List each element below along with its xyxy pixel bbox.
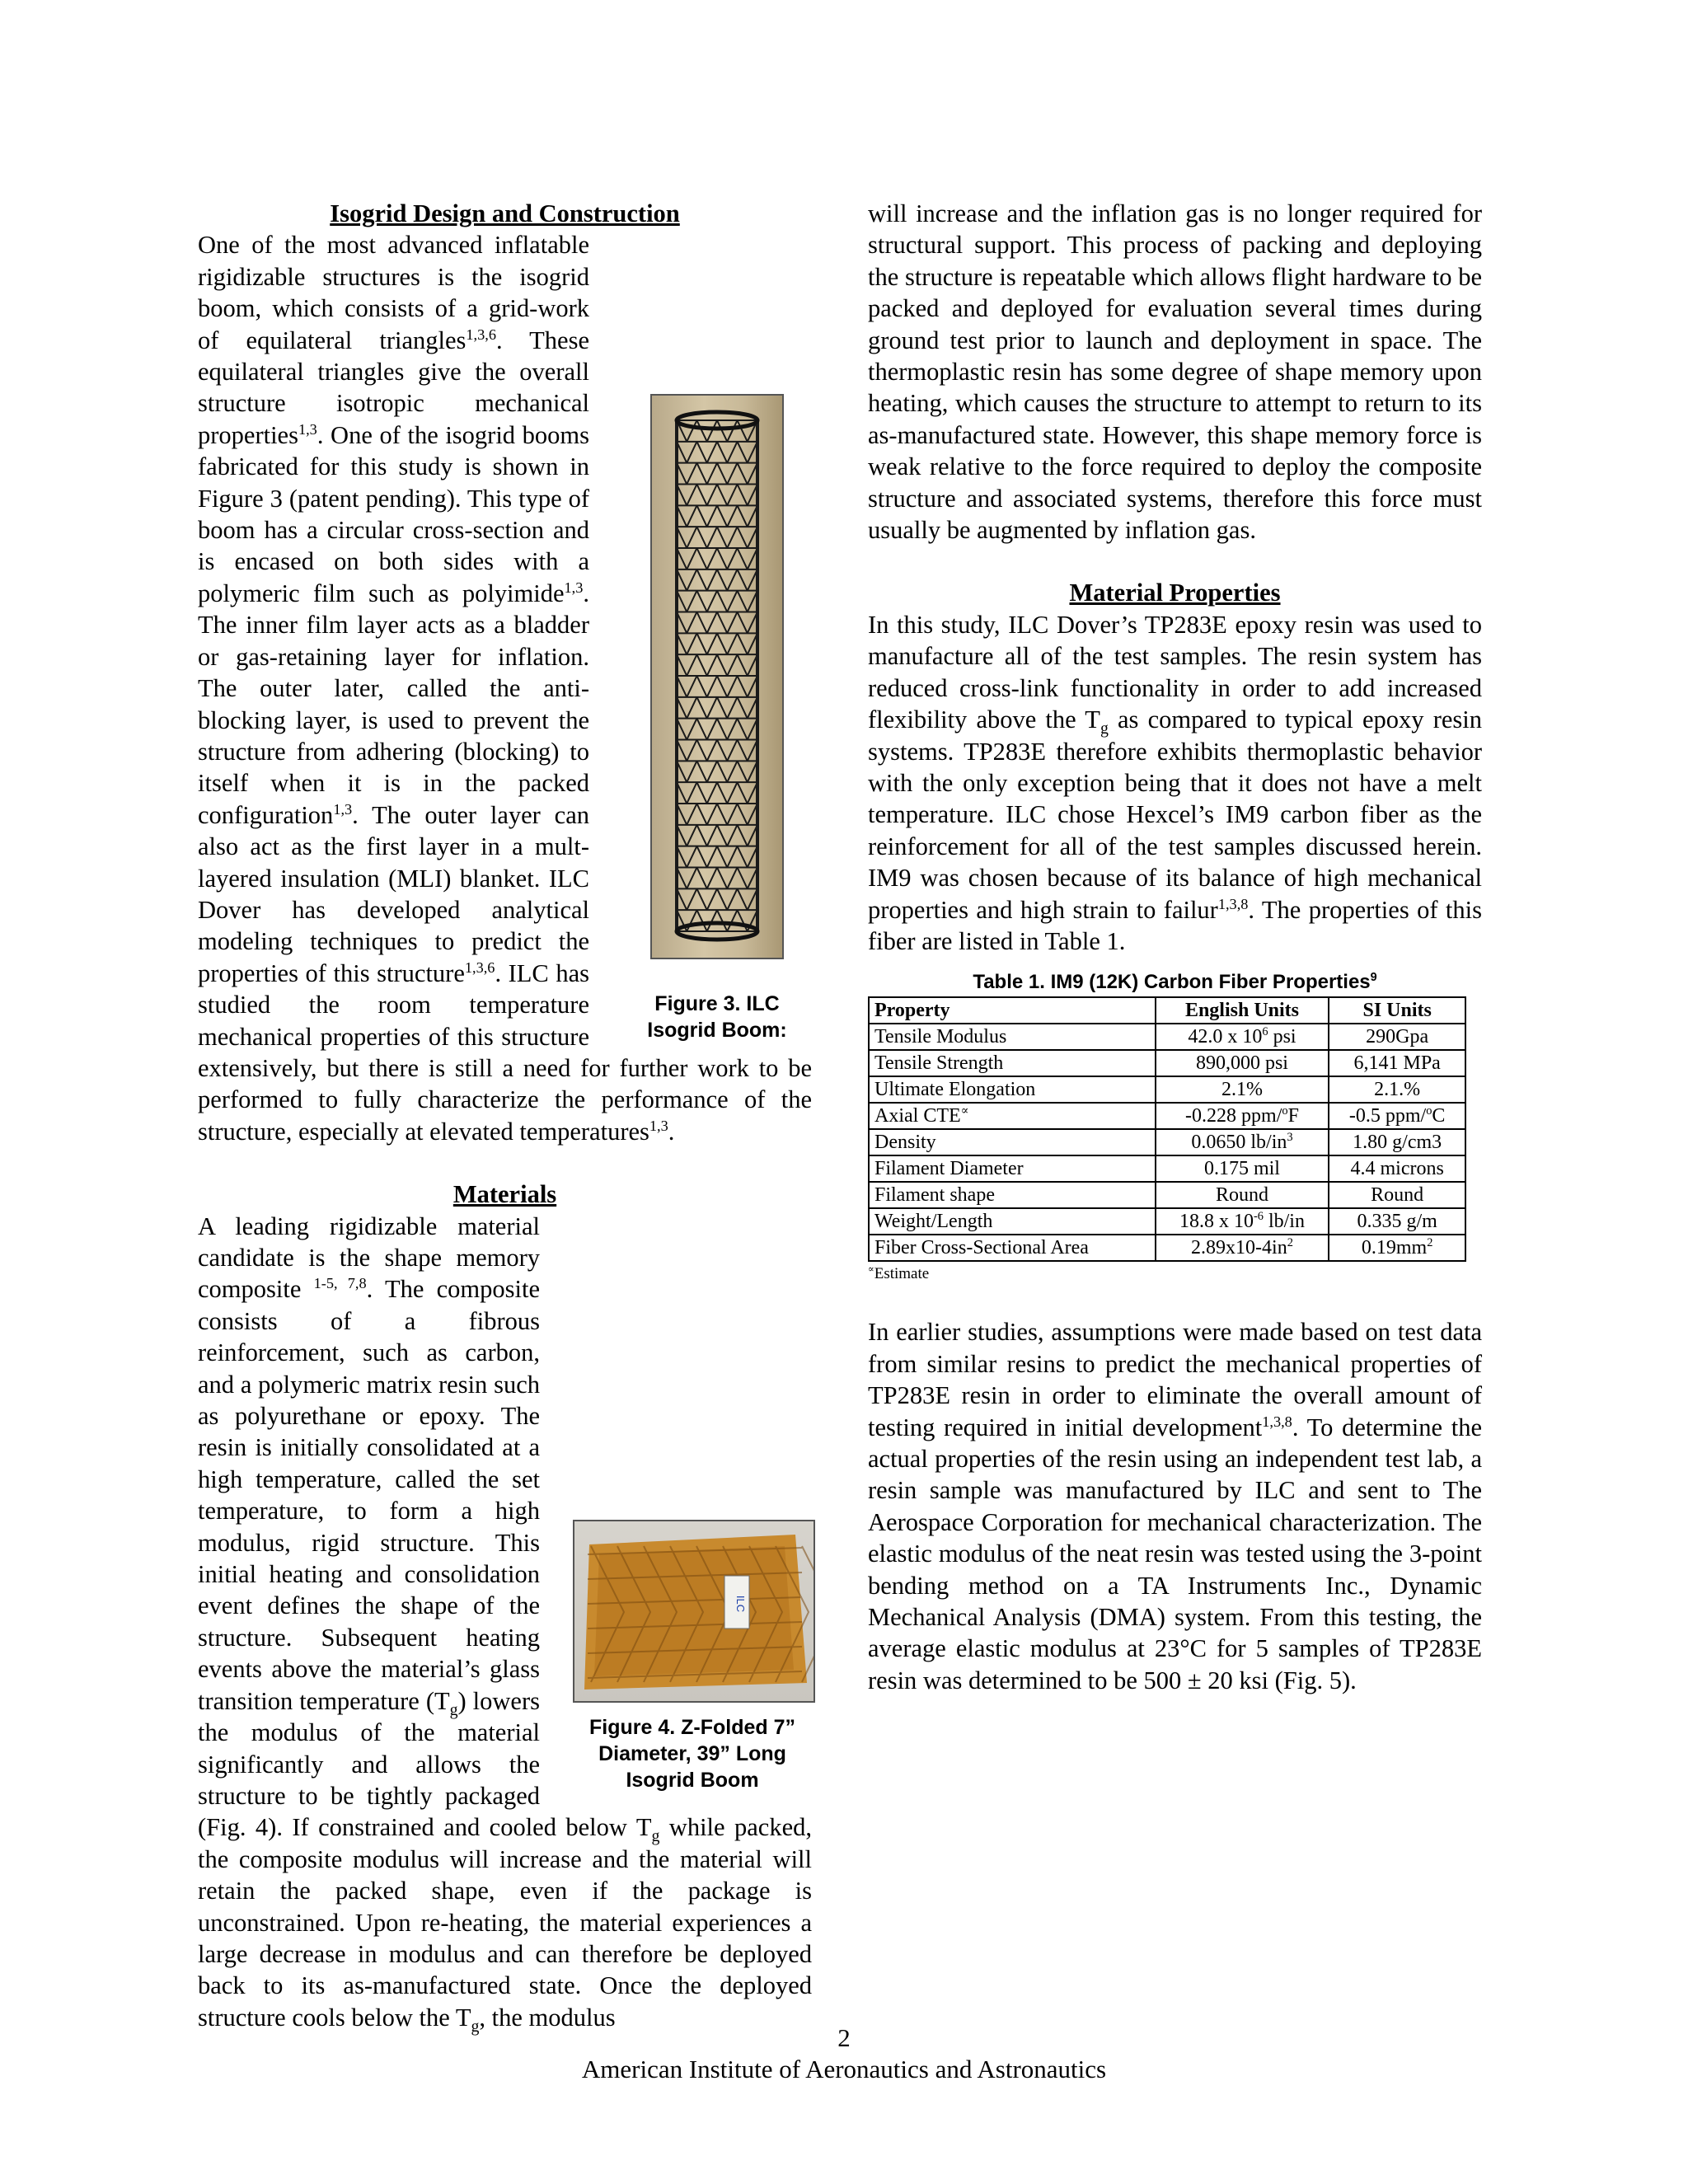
page-number: 2: [837, 2023, 851, 2052]
table-row: [869, 1208, 1465, 1235]
figure-3-caption: Figure 3. ILC Isogrid Boom:: [647, 992, 787, 1043]
table-cell: Tensile Strength: [869, 1050, 1156, 1076]
table-row: [869, 1182, 1465, 1208]
table-cell: 0.335 g/m: [1329, 1208, 1465, 1235]
svg-text:ILC: ILC: [734, 1595, 747, 1612]
paragraph-material-properties: In this study, ILC Dover’s TP283E epoxy resin was used to manufacture all of the test samples. The resin system has reduced cross-link functionality in order to add increased flexibility above the $T_g$ as compared to typical epoxy resin systems. TP283E therefore exhibits thermoplastic behavior with the only exception being that it does not have a melt temperature. ILC chose Hexcel’s IM9 carbon fiber as the reinforcement for all of the test samples discussed herein. IM9 was chosen because of its balance of high mechanical properties and high strain to failur$^{1,3,8}$. The properties of this fiber are listed in Table 1.: [868, 610, 1482, 955]
table-row: [869, 1155, 1465, 1182]
table-row: [869, 1129, 1465, 1155]
table-cell: -0.228 ppm/$^o$F: [1156, 1103, 1329, 1129]
table-cell: $2.89x10-4in^2$: [1156, 1235, 1329, 1261]
figure-4-caption: Figure 4. Z-Folded 7” Diameter, 39” Long Isogrid Boom: [588, 1715, 795, 1792]
table-cell: 18.8 x $10^{-6}$ lb/in: [1156, 1208, 1329, 1235]
table-header: Property: [869, 997, 1156, 1024]
section-heading-materials: Materials: [452, 1180, 557, 1209]
right-column: [868, 198, 1482, 1696]
table-cell: 2.1%: [1156, 1076, 1329, 1103]
table-cell: Filament shape: [869, 1182, 1156, 1208]
table-1-footnote: ∝Estimate: [868, 1265, 930, 1283]
table-row: [869, 1076, 1465, 1103]
table-cell: Ultimate Elongation: [869, 1076, 1156, 1103]
figure-3: [622, 394, 812, 1043]
table-body: [869, 1024, 1465, 1261]
fiber-properties-table: [868, 996, 1466, 1262]
table-cell: 890,000 psi: [1156, 1050, 1329, 1076]
table-cell: 1.80 g/cm3: [1329, 1129, 1465, 1155]
table-cell: Tensile Modulus: [869, 1024, 1156, 1050]
table-row: [869, 1024, 1465, 1050]
table-row: [869, 1103, 1465, 1129]
table-cell: 2.1.%: [1329, 1076, 1465, 1103]
table-row: [869, 1050, 1465, 1076]
left-column: [198, 198, 812, 2036]
paragraph-materials: A leading rigidizable material candidate is the shape memory composite $^{1-5, 7,8}$. The composite consists of a fibrous reinforcement, such as carbon, and a polymeric matrix resin such as polyurethane or epoxy. The resin is initially consolidated at a high temperature, called the set temperature, to form a high modulus, rigid structure. This initial heating and consolidation event defines the shape of the structure. Subsequent heating events above the material’s glass transition temperature $(T_g)$ lowers the modulus of the material significantly and allows the structure to be tightly packaged (Fig. 4). If constrained and cooled below $T_g$ while packed, the composite modulus will increase and the material will retain the packed shape, even if the package is unconstrained. Upon re-heating, the material experiences a large decrease in modulus and can therefore be deployed back to its as-manufactured state. Once the deployed structure cools below the $T_g$, the modulus: [198, 1212, 812, 2036]
table-cell: Fiber Cross-Sectional Area: [869, 1235, 1156, 1261]
folded-boom-image: [574, 1521, 814, 1701]
table-cell: 4.4 microns: [1329, 1155, 1465, 1182]
table-cell: $0.19mm^2$: [1329, 1235, 1465, 1261]
table-header: SI Units: [1329, 997, 1465, 1024]
table-1: [868, 970, 1482, 1285]
figure-3-image: [650, 394, 784, 959]
table-header: English Units: [1156, 997, 1329, 1024]
table-cell: Weight/Length: [869, 1208, 1156, 1235]
table-cell: 0.0650 $lb/in^3$: [1156, 1129, 1329, 1155]
table-cell: Axial CTE∝: [869, 1103, 1156, 1129]
table-cell: Density: [869, 1129, 1156, 1155]
table-header-row: [869, 997, 1465, 1024]
table-cell: Filament Diameter: [869, 1155, 1156, 1182]
table-cell: 290Gpa: [1329, 1024, 1465, 1050]
table-cell: Round: [1156, 1182, 1329, 1208]
figure-4: [573, 1520, 812, 1793]
isogrid-boom-image: [652, 396, 782, 958]
table-1-title: Table 1. IM9 (12K) Carbon Fiber Properties$^9$: [973, 971, 1377, 994]
table-cell: 6,141 MPa: [1329, 1050, 1465, 1076]
table-cell: 0.175 mil: [1156, 1155, 1329, 1182]
footer-organization: American Institute of Aeronautics and Astronautics: [581, 2055, 1107, 2083]
section-heading-material-properties: Material Properties: [1069, 579, 1281, 607]
paragraph-isogrid: One of the most advanced inflatable rigidizable structures is the isogrid boom, which consists of a grid-work of equilateral triangles$^{1,3,6}$. These equilateral triangles give the overall structure isotropic mechanical properties$^{1,3}$. One of the isogrid booms fabricated for this study is shown in Figure 3 (patent pending). This type of boom has a circular cross-section and is encased on both sides with a polymeric film such as polyimide$^{1,3}$. The inner film layer acts as a bladder or gas-retaining layer for inflation. The outer later, called the anti-blocking layer, is used to prevent the structure from adhering (blocking) to itself when it is in the packed configuration$^{1,3}$. The outer layer can also act as the first layer in a mult-layered insulation (MLI) blanket. ILC Dover has developed analytical modeling techniques to predict the properties of this structure$^{1,3,6}$. ILC has studied the room temperature mechanical properties of this structure extensively, but there is still a need for further work to be performed to fully characterize the performance of the structure, especially at elevated temperatures$^{1,3}$.: [198, 231, 812, 1146]
table-cell: 42.0 x $10^6$ psi: [1156, 1024, 1329, 1050]
table-row: [869, 1235, 1465, 1261]
table-cell: -0.5 ppm/$^o$C: [1329, 1103, 1465, 1129]
figure-4-image: [573, 1520, 815, 1703]
table-cell: Round: [1329, 1182, 1465, 1208]
paragraph-packing: will increase and the inflation gas is no longer required for structural support. This process of packing and deploying the structure is repeatable which allows flight hardware to be packed and deployed for evaluation several times during ground test prior to launch and deployment in space. The thermoplastic resin has some degree of shape memory upon heating, which causes the structure to attempt to return to its as-manufactured state. However, this shape memory force is weak relative to the force required to deploy the composite structure and associated systems, therefore this force must usually be augmented by inflation gas.: [868, 199, 1482, 545]
section-heading-isogrid: Isogrid Design and Construction: [330, 199, 680, 227]
paragraph-resin-testing: In earlier studies, assumptions were made based on test data from similar resins to predict the mechanical properties of TP283E resin in order to eliminate the overall amount of testing required in initial development$^{1,3,8}$. To determine the actual properties of the resin using an independent test lab, a resin sample was manufactured by ILC and sent to The Aerospace Corporation for mechanical characterization. The elastic modulus of the neat resin was tested using the 3-point bending method on a TA Instruments Inc., Dynamic Mechanical Analysis (DMA) system. From this testing, the average elastic modulus at 23°C for 5 samples of TP283E resin was determined to be 500 ± 20 ksi (Fig. 5).: [868, 1318, 1483, 1694]
